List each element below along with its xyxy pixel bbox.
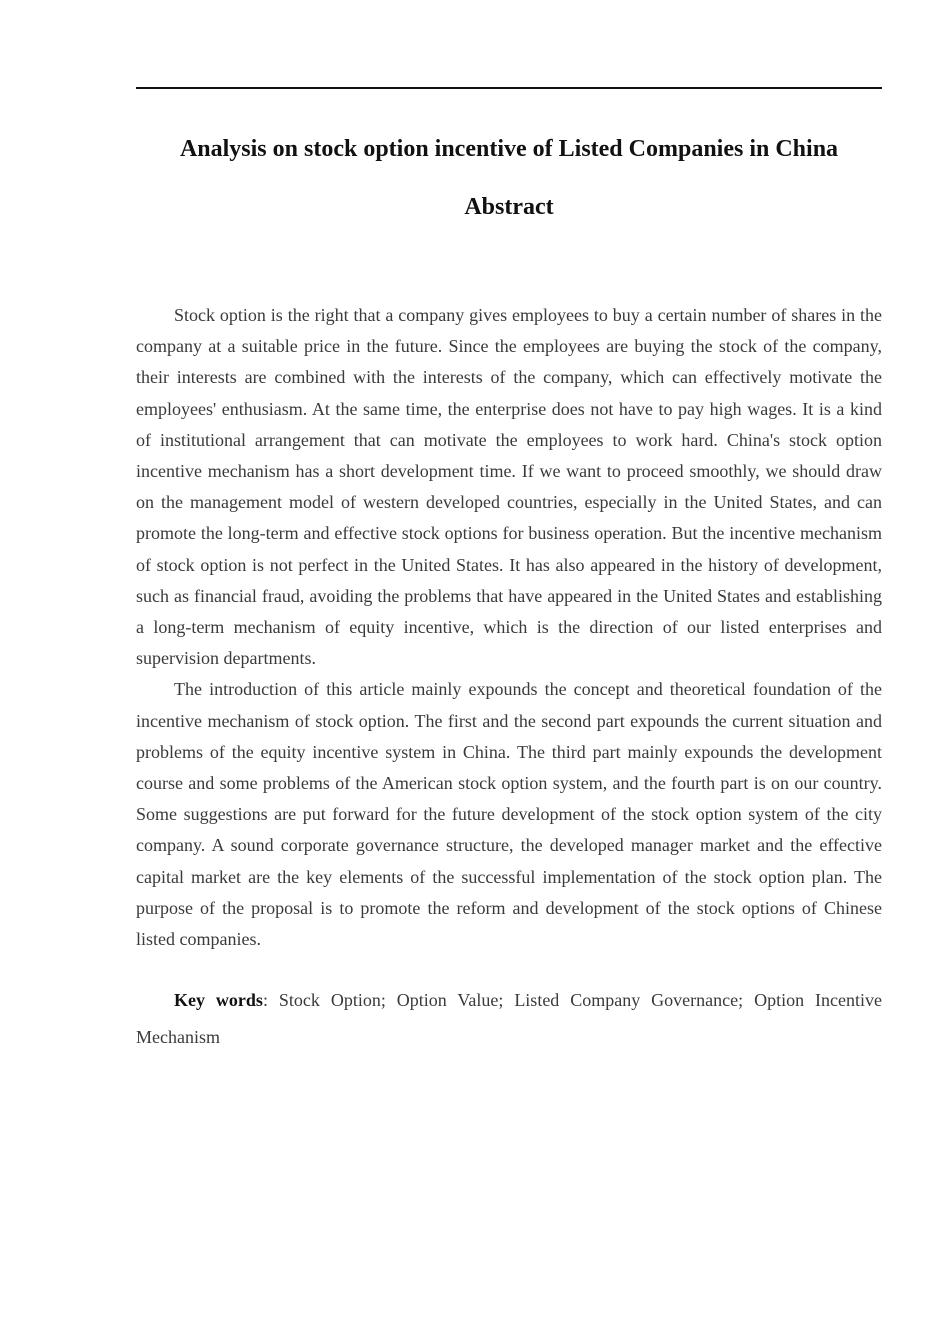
keywords-label: Key words xyxy=(174,990,263,1010)
abstract-heading: Abstract xyxy=(464,194,554,220)
abstract-paragraph-1: Stock option is the right that a company gives employees to buy a certain number of shares in the company at a suitable price in the future. Since the employees are buying the stock of the company, their interests are combined with the interests of the company, which can effectively motivate the employees' enthusiasm. At the same time, the enterprise does not have to pay high wages. It is a kind of institutional arrangement that can motivate the employees to work hard. China's stock option incentive mechanism has a short development time. If we want to proceed smoothly, we should draw on the management model of western developed countries, especially in the United States, and can promote the long-term and effective stock options for business operation. But the incentive mechanism of stock option is not perfect in the United States. It has also appeared in the history of development, such as financial fraud, avoiding the problems that have appeared in the United States and establishing a long-term mechanism of equity incentive, which is the direction of our listed enterprises and supervision departments. xyxy=(136,305,882,669)
keywords-text: Stock Option; Option Value; Listed Company Governance; Option Incentive Mechanism xyxy=(136,990,882,1047)
keywords-line xyxy=(136,982,882,1056)
header-rule xyxy=(136,87,882,89)
document-title: Analysis on stock option incentive of Listed Companies in China xyxy=(179,136,839,162)
abstract-paragraph-2: The introduction of this article mainly expounds the concept and theoretical foundation of the incentive mechanism of stock option. The first and the second part expounds the current situation and problems of the equity incentive system in China. The third part mainly expounds the development course and some problems of the American stock option system, and the fourth part is on our country. Some suggestions are put forward for the future development of the stock option system of the city company. A sound corporate governance structure, the developed manager market and the effective capital market are the key elements of the successful implementation of the stock option plan. The purpose of the proposal is to promote the reform and development of the stock options of Chinese listed companies. xyxy=(136,679,882,950)
abstract-body xyxy=(136,300,882,955)
keywords-separator: : xyxy=(262,990,279,1010)
